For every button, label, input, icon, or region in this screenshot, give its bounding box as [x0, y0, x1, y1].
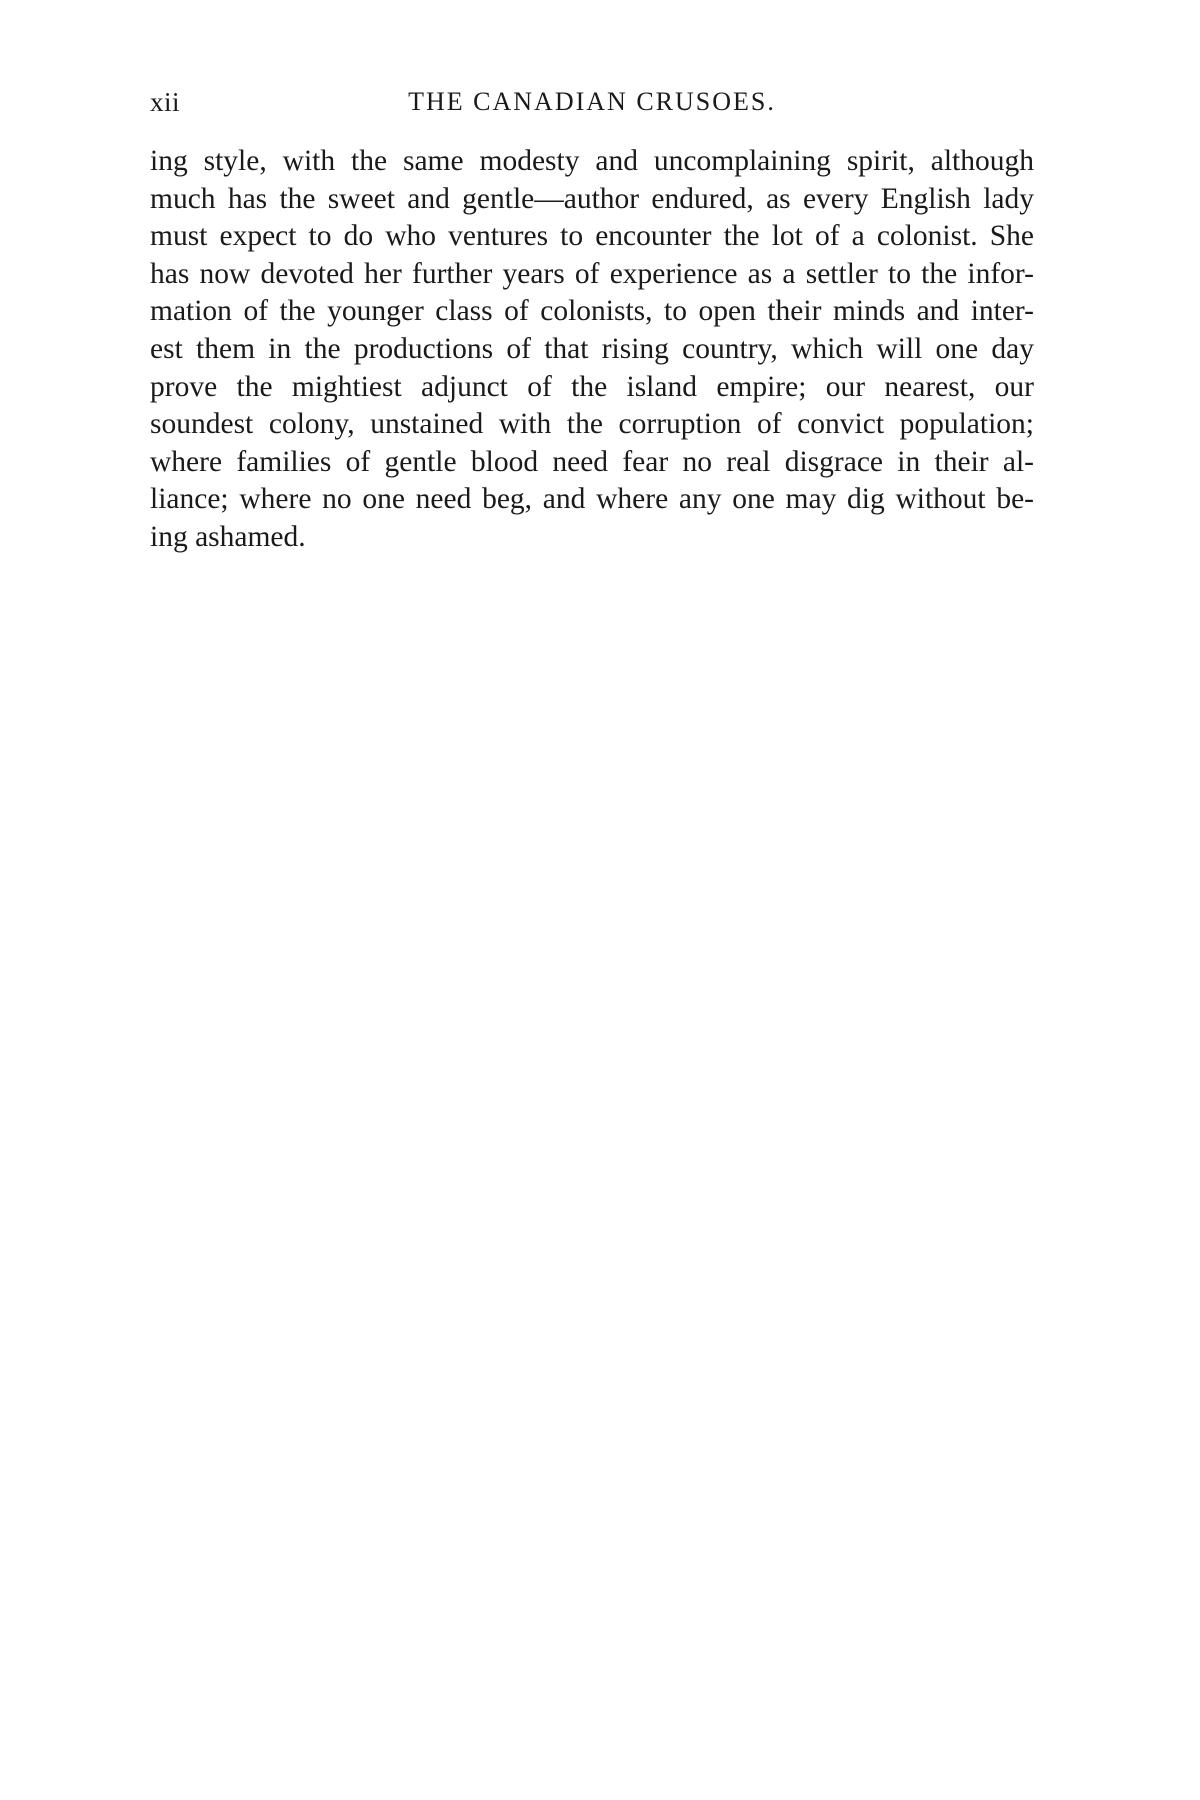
- text-line: ing ashamed.: [150, 520, 306, 553]
- text-line: mation of the younger class of colonists, to open their minds and inter-: [150, 295, 1034, 328]
- running-head: [150, 82, 1034, 122]
- page-number: xii: [150, 87, 181, 117]
- body-text: [150, 143, 1034, 557]
- running-title: THE CANADIAN CRUSOES.: [408, 87, 776, 116]
- text-line: ing style, with the same modesty and uncomplaining spirit, although: [150, 145, 1034, 177]
- text-line: much has the sweet and gentle—author endured, as every English lady: [150, 182, 1034, 215]
- text-line: liance; where no one need beg, and where any one may dig without be-: [150, 483, 1034, 516]
- text-line: must expect to do who ventures to encounter the lot of a colonist. She: [150, 220, 1034, 253]
- text-line: est them in the productions of that rising country, which will one day: [150, 332, 1034, 365]
- text-line: soundest colony, unstained with the corruption of convict population;: [150, 408, 1034, 441]
- text-line: has now devoted her further years of experience as a settler to the infor-: [150, 257, 1034, 290]
- text-line: prove the mightiest adjunct of the island empire; our nearest, our: [150, 370, 1034, 403]
- text-line: where families of gentle blood need fear no real disgrace in their al-: [150, 445, 1034, 478]
